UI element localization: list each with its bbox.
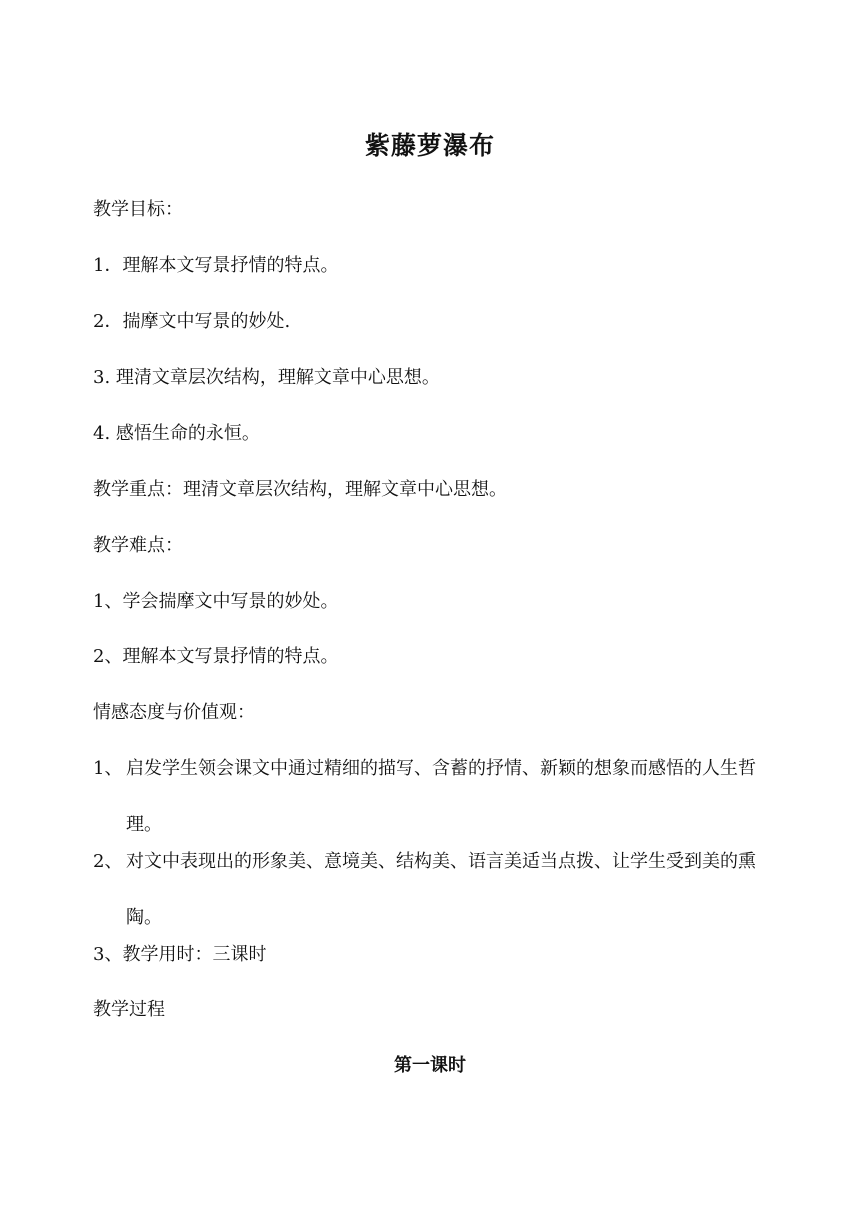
values-heading: 情感态度与价值观： [93,702,255,723]
goal-item-4: 4. 感悟生命的永恒。 [93,423,260,444]
goal-item-3: 3. 理清文章层次结构，理解文章中心思想。 [93,367,440,388]
value-item-text: 启发学生领会课文中通过精细的描写、含蓄的抒情、新颖的想象而感悟的人生哲理。 [126,758,756,835]
lesson-title: 第一课时 [394,1055,466,1076]
value-item-number: 1、 [93,758,123,779]
difficulty-item-2: 2、理解本文写景抒情的特点。 [93,646,339,667]
value-item-text: 对文中表现出的形象美、意境美、结构美、语言美适当点拨、让学生受到美的熏陶。 [126,851,756,928]
goals-heading: 教学目标： [93,199,183,220]
difficulty-heading: 教学难点： [93,535,183,556]
time-use: 3、教学用时：三课时 [93,944,267,965]
document-title: 紫藤萝瀑布 [364,131,495,160]
key-point: 教学重点：理清文章层次结构，理解文章中心思想。 [93,479,507,500]
difficulty-item-1: 1、学会揣摩文中写景的妙处。 [93,591,339,612]
goal-item-2: 2．揣摩文中写景的妙处. [93,311,291,332]
process-heading: 教学过程 [93,999,165,1020]
goal-item-1: 1．理解本文写景抒情的特点。 [93,255,339,276]
value-item-number: 2、 [93,851,123,872]
value-item-2 [93,848,783,946]
